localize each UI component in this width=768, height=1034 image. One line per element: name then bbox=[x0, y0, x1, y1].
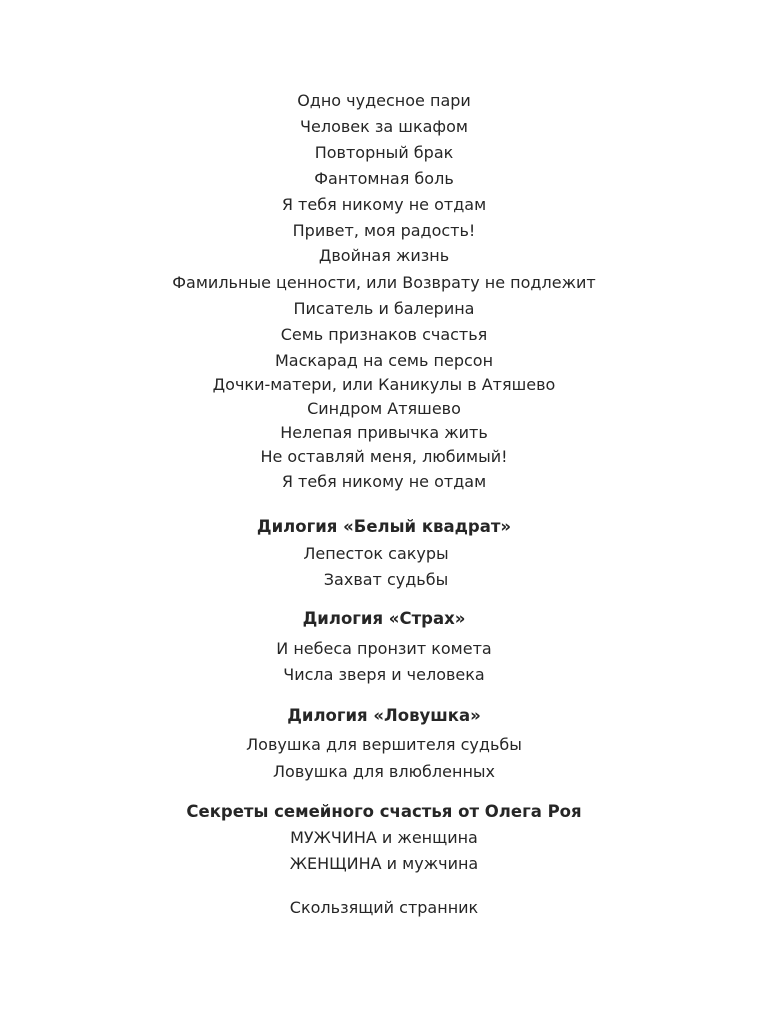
book-title: Семь признаков счастья bbox=[280, 325, 488, 344]
book-title: Человек за шкафом bbox=[300, 117, 468, 136]
book-title: Скользящий странник bbox=[289, 898, 479, 917]
book-title: МУЖЧИНА и женщина bbox=[290, 828, 478, 847]
book-title: Ловушка для влюбленных bbox=[273, 762, 495, 781]
book-title: Я тебя никому не отдам bbox=[281, 472, 487, 491]
book-title: Повторный брак bbox=[314, 143, 454, 162]
series-heading: Секреты семейного счастья от Олега Роя bbox=[186, 802, 582, 821]
book-title: Ловушка для вершителя судьбы bbox=[246, 735, 522, 754]
book-title: Привет, моя радость! bbox=[292, 221, 476, 240]
book-title: Дочки-матери, или Каникулы в Атяшево bbox=[212, 375, 556, 394]
series-heading: Дилогия «Ловушка» bbox=[287, 706, 481, 725]
book-title: Двойная жизнь bbox=[318, 246, 450, 265]
book-title: Одно чудесное пари bbox=[297, 91, 471, 110]
book-title: Захват судьбы bbox=[323, 570, 449, 589]
book-title: Я тебя никому не отдам bbox=[281, 195, 487, 214]
book-title: Писатель и балерина bbox=[293, 299, 475, 318]
book-title: Нелепая привычка жить bbox=[280, 423, 488, 442]
book-title: Маскарад на семь персон bbox=[274, 351, 494, 370]
book-title: Синдром Атяшево bbox=[307, 399, 461, 418]
book-title: Не оставляй меня, любимый! bbox=[260, 447, 508, 466]
book-title: Фантомная боль bbox=[314, 169, 454, 188]
book-title: И небеса пронзит комета bbox=[276, 639, 492, 658]
series-heading: Дилогия «Страх» bbox=[302, 609, 466, 628]
book-title: Фамильные ценности, или Возврату не подлежит bbox=[172, 273, 596, 292]
book-title: Лепесток сакуры bbox=[303, 544, 449, 563]
book-title: ЖЕНЩИНА и мужчина bbox=[289, 854, 479, 873]
book-title: Числа зверя и человека bbox=[283, 665, 485, 684]
series-heading: Дилогия «Белый квадрат» bbox=[256, 517, 512, 536]
